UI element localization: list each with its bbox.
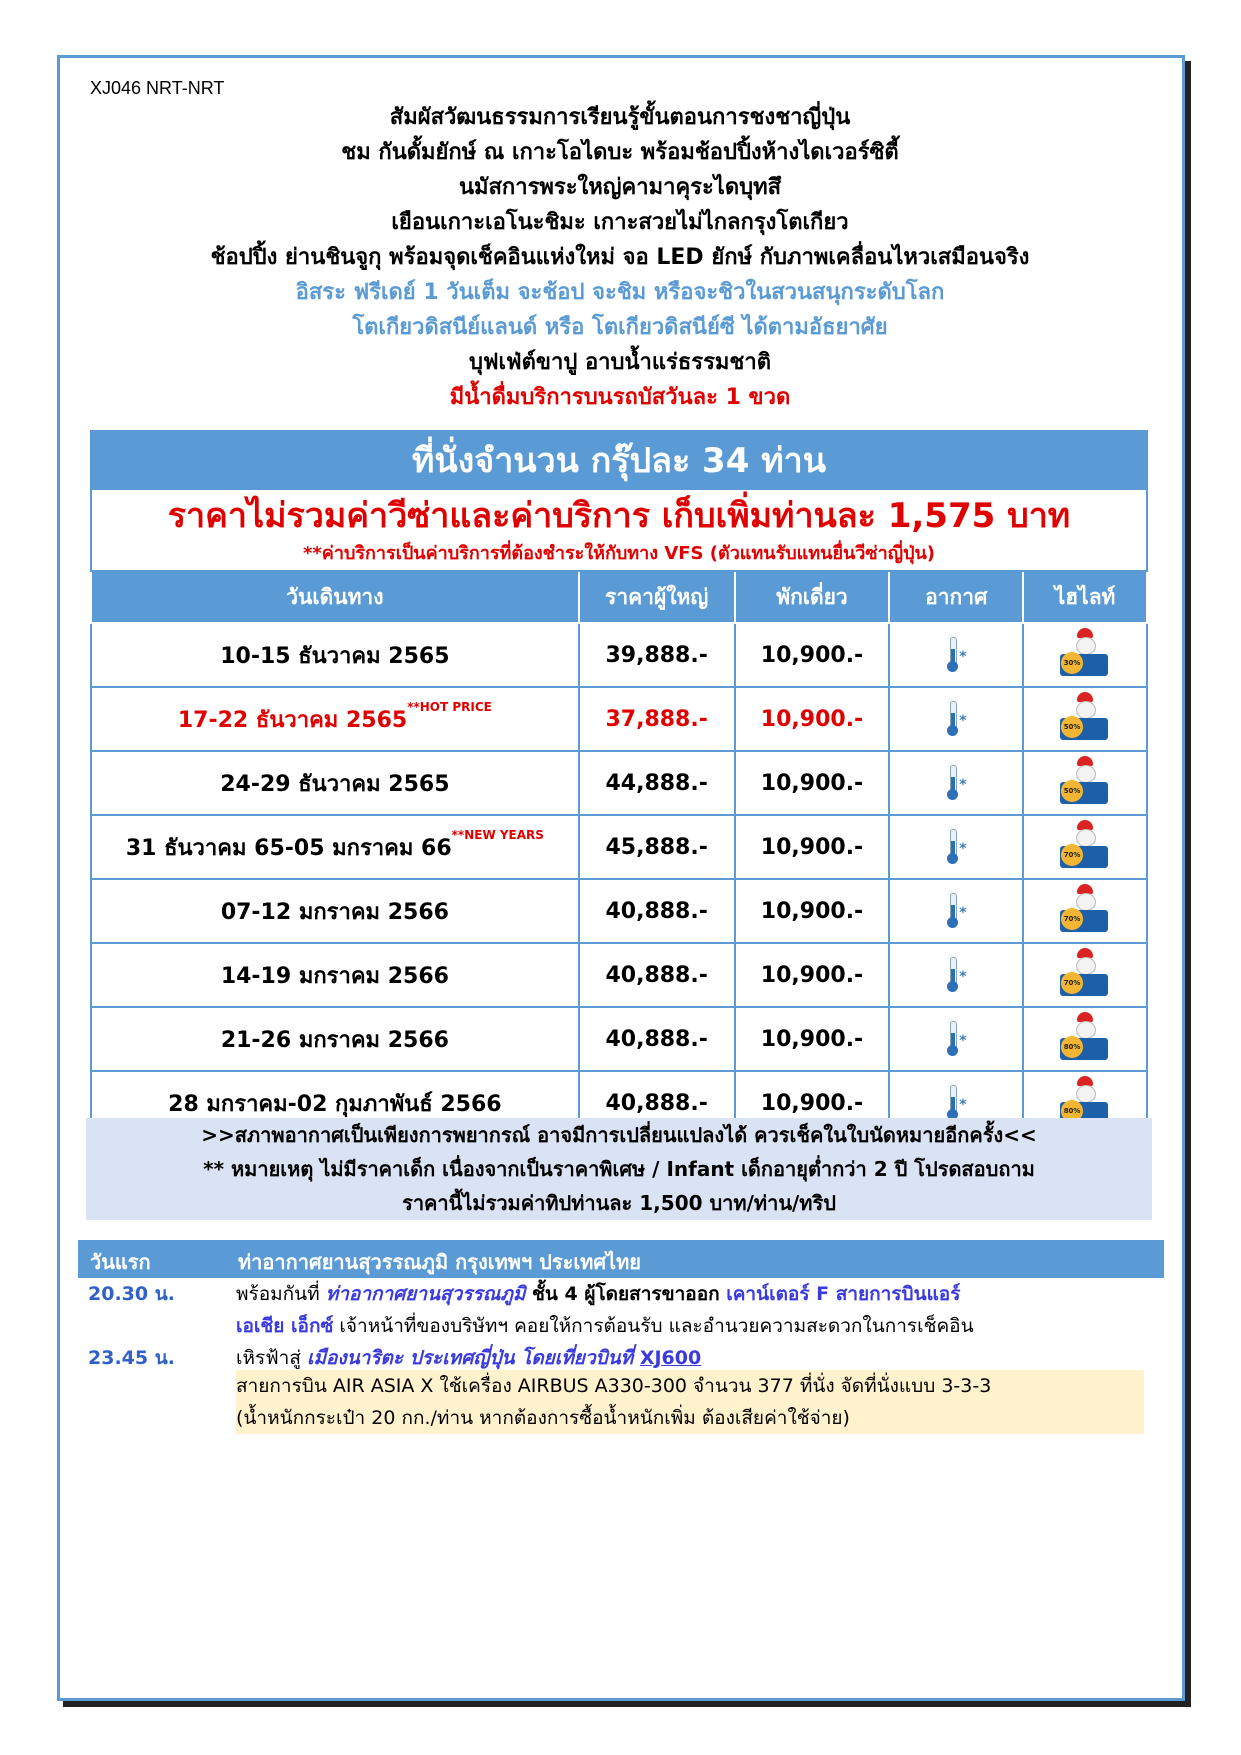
seats-banner: ที่นั่งจำนวน กรุ๊ปละ 34 ท่าน [91, 431, 1147, 489]
travel-date: 31 ธันวาคม 65-05 มกราคม $66^{**NEW YEARS}$ [91, 815, 579, 879]
single-supplement: 10,900.- [735, 879, 890, 943]
travel-date: 24-29 ธันวาคม 2565 [91, 751, 579, 815]
table-row [91, 687, 1147, 751]
weather-cell [889, 1007, 1023, 1071]
adult-price: 40,888.- [579, 879, 735, 943]
tour-code: XJ046 NRT-NRT [90, 78, 225, 98]
travel-date: 07-12 มกราคม 2566 [91, 879, 579, 943]
column-header: ไฮไลท์ [1023, 571, 1147, 623]
adult-price: 39,888.- [579, 623, 735, 687]
travel-date: 17-22 ธันวาคม $2565^{**HOT PRICE}$ [91, 687, 579, 751]
headline: ช้อปปิ้ง ย่านชินจูกุ พร้อมจุดเช็คอินแห่งใหม่ จอ LED ยักษ์ กับภาพเคลื่อนไหวเสมือนจริง [210, 245, 1030, 270]
highlight-cell [1023, 623, 1147, 687]
headline: บุฟเฟ่ต์ขาปู อาบน้ำแร่ธรรมชาติ [469, 350, 771, 375]
weather-cell [889, 943, 1023, 1007]
promo-tag: **HOT PRICE [407, 699, 492, 714]
adult-price: 44,888.- [579, 751, 735, 815]
item1-line2 [236, 1310, 974, 1342]
airport-name: ท่าอากาศยานสุวรรณภูมิ [325, 1283, 526, 1305]
snowman-sale-icon: 70% [1059, 948, 1111, 1002]
highlight-cell [1023, 1007, 1147, 1071]
highlight-cell [1023, 943, 1147, 1007]
flight-info-line: (น้ำหนักกระเป๋า 20 กก./ท่าน หากต้องการซื้อน้ำหนักเพิ่ม ต้องเสียค่าใช้จ่าย) [236, 1407, 850, 1429]
flight-info-box [236, 1370, 1144, 1434]
thermometer-snow-icon: * [944, 765, 968, 801]
headline: นมัสการพระใหญ่คามาคุระไดบุทสึ [458, 175, 782, 200]
day-label: วันแรก [90, 1250, 151, 1274]
thermometer-snow-icon: * [944, 893, 968, 929]
day-header [78, 1240, 1164, 1278]
travel-date: 28 มกราคม-02 กุมภาพันธ์ 2566 [91, 1071, 579, 1135]
snowman-sale-icon: 70% [1059, 820, 1111, 874]
highlight-cell [1023, 879, 1147, 943]
column-header: พักเดี่ยว [735, 571, 890, 623]
snowman-sale-icon: 50% [1059, 692, 1111, 746]
time-2345: 23.45 น. [88, 1347, 175, 1369]
snowman-sale-icon: 80% [1059, 1076, 1111, 1130]
table-header [91, 571, 1147, 623]
adult-price: 40,888.- [579, 1071, 735, 1135]
headline-water: มีน้ำดื่มบริการบนรถบัสวันละ 1 ขวด [449, 385, 791, 410]
visa-price-box [91, 489, 1147, 571]
item1-text: เจ้าหน้าที่ของบริษัทฯ คอยให้การต้อนรับ และอำนวยความสะดวกในการเช็คอิน [333, 1315, 974, 1337]
headline: สัมผัสวัฒนธรรมการเรียนรู้ขั้นตอนการชงชาญี่ปุ่น [389, 105, 851, 130]
snowman-sale-icon: 30% [1059, 628, 1111, 682]
snowman-sale-icon: 80% [1059, 1012, 1111, 1066]
adult-price: 40,888.- [579, 1007, 735, 1071]
thermometer-snow-icon: * [944, 701, 968, 737]
column-header: อากาศ [889, 571, 1023, 623]
highlight-cell [1023, 687, 1147, 751]
child-note: ** หมายเหตุ ไม่มีราคาเด็ก เนื่องจากเป็นราคาพิเศษ / Infant เด็กอายุต่ำกว่า 2 ปี โปรดสอบถาม [203, 1157, 1035, 1181]
adult-price: 40,888.- [579, 943, 735, 1007]
table-row [91, 623, 1147, 687]
headline-list [60, 100, 1180, 415]
thermometer-snow-icon: * [944, 1021, 968, 1057]
thermometer-snow-icon: * [944, 829, 968, 865]
airline-name: เอเชีย เอ็กซ์ [236, 1315, 334, 1337]
table-row [91, 751, 1147, 815]
travel-date: 14-19 มกราคม 2566 [91, 943, 579, 1007]
column-header: ราคาผู้ใหญ่ [579, 571, 735, 623]
travel-date: 10-15 ธันวาคม 2565 [91, 623, 579, 687]
headline: ชม กันดั้มยักษ์ ณ เกาะโอไดบะ พร้อมช้อปปิ้งห้างไดเวอร์ซิตี้ [341, 140, 899, 165]
flight-info-line: สายการบิน AIR ASIA X ใช้เครื่อง AIRBUS A330-300 จำนวน 377 ที่นั่ง จัดที่นั่งแบบ 3-3-3 [236, 1375, 992, 1397]
thermometer-snow-icon: * [944, 957, 968, 993]
time-2030: 20.30 น. [88, 1283, 175, 1305]
thermometer-snow-icon: * [944, 1085, 968, 1121]
flight-number-link[interactable]: XJ600 [639, 1347, 702, 1369]
item1-floor: ชั้น 4 ผู้โดยสารขาออก [525, 1283, 727, 1305]
item2-text: เหิรฟ้าสู่ [236, 1347, 307, 1369]
snowman-sale-icon: 50% [1059, 756, 1111, 810]
counter-name: เคาน์เตอร์ F สายการบินแอร์ [726, 1283, 961, 1305]
single-supplement: 10,900.- [735, 687, 890, 751]
visa-note: **ค่าบริการเป็นค่าบริการที่ต้องชำระให้กับทาง VFS (ตัวแทนรับแทนยื่นวีซ่าญี่ปุ่น) [302, 543, 936, 564]
highlight-cell [1023, 815, 1147, 879]
headline-disney: โตเกียวดิสนีย์แลนด์ หรือ โตเกียวดิสนีย์ซี ได้ตามอัธยาศัย [352, 315, 888, 340]
table-row [91, 943, 1147, 1007]
item1-line1 [236, 1278, 960, 1310]
table-row [91, 879, 1147, 943]
single-supplement: 10,900.- [735, 943, 890, 1007]
thermometer-snow-icon: * [944, 637, 968, 673]
weather-cell [889, 879, 1023, 943]
item1-text: พร้อมกันที่ [236, 1283, 326, 1305]
promo-tag: **NEW YEARS [451, 827, 544, 842]
weather-cell [889, 687, 1023, 751]
snowman-sale-icon: 70% [1059, 884, 1111, 938]
single-supplement: 10,900.- [735, 1007, 890, 1071]
single-supplement: 10,900.- [735, 815, 890, 879]
destination: เมืองนาริตะ ประเทศญี่ปุ่น โดยเที่ยวบินที่ [306, 1347, 640, 1369]
single-supplement: 10,900.- [735, 623, 890, 687]
single-supplement: 10,900.- [735, 1071, 890, 1135]
weather-note: >>สภาพอากาศเป็นเพียงการพยากรณ์ อาจมีการเปลี่ยนแปลงได้ ควรเช็คในใบนัดหมายอีกครั้ง<< [201, 1123, 1037, 1147]
tip-note: ราคานี้ไม่รวมค่าทิปท่านละ 1,500 บาท/ท่าน/ทริป [402, 1191, 836, 1215]
notes-box [86, 1118, 1152, 1220]
headline: เยือนเกาะเอโนะชิมะ เกาะสวยไม่ไกลกรุงโตเกียว [391, 210, 849, 235]
headline-freeday: อิสระ ฟรีเดย์ 1 วันเต็ม จะช้อป จะชิม หรือจะชิวในสวนสนุกระดับโลก [295, 280, 945, 305]
day-one-section [78, 1240, 1164, 1278]
weather-cell [889, 815, 1023, 879]
adult-price: 45,888.- [579, 815, 735, 879]
weather-cell [889, 623, 1023, 687]
price-table [90, 430, 1148, 1136]
single-supplement: 10,900.- [735, 751, 890, 815]
day-title: ท่าอากาศยานสุวรรณภูมิ กรุงเทพฯ ประเทศไทย [238, 1250, 641, 1274]
weather-cell [889, 751, 1023, 815]
table-row [91, 815, 1147, 879]
travel-date: 21-26 มกราคม 2566 [91, 1007, 579, 1071]
adult-price: 37,888.- [579, 687, 735, 751]
table-row [91, 1007, 1147, 1071]
highlight-cell [1023, 751, 1147, 815]
column-header: วันเดินทาง [91, 571, 579, 623]
visa-price-line: ราคาไม่รวมค่าวีซ่าและค่าบริการ เก็บเพิ่มท่านละ 1,575 บาท [167, 496, 1071, 536]
